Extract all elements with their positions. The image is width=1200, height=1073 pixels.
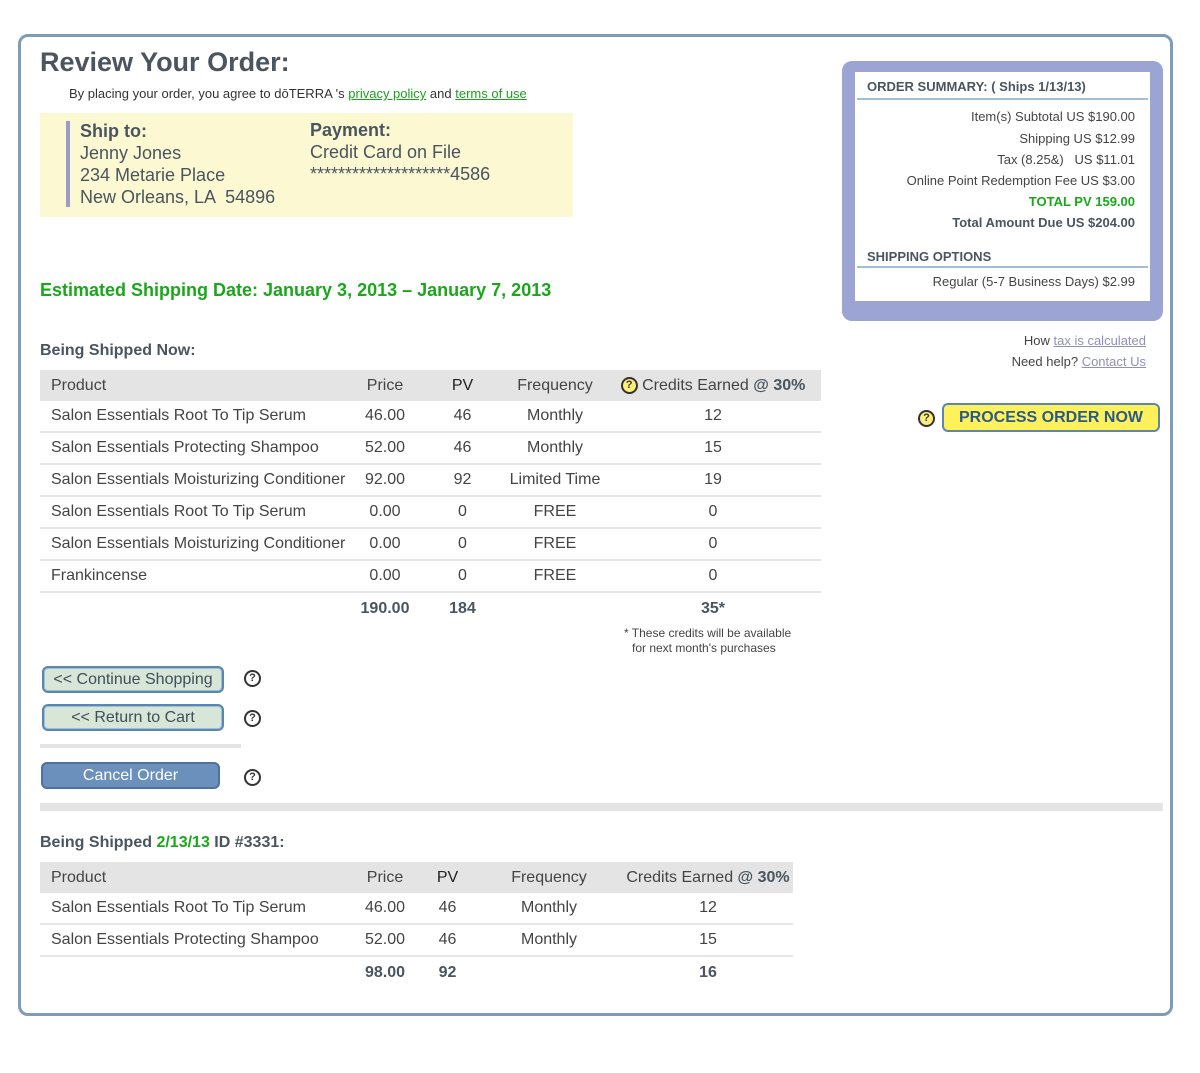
continue-shopping-button[interactable]: << Continue Shopping bbox=[42, 666, 224, 693]
col-header-price: Price bbox=[350, 862, 420, 893]
cell-frequency: FREE bbox=[505, 560, 605, 592]
cell-frequency: FREE bbox=[505, 496, 605, 528]
cell-pv: 46 bbox=[420, 401, 505, 432]
summary-total-pv: TOTAL PV 159.00 bbox=[1028, 194, 1135, 209]
cell-price: 46.00 bbox=[350, 893, 420, 924]
credits-header-label: Credits Earned bbox=[642, 376, 749, 394]
total-pv: 92 bbox=[438, 964, 457, 981]
help-icon[interactable]: ? bbox=[621, 377, 638, 394]
col-header-pv: PV bbox=[420, 862, 475, 893]
cell-pv: 46 bbox=[420, 893, 475, 924]
help-icon[interactable]: ? bbox=[244, 670, 261, 687]
ship-to-label: Ship to: bbox=[80, 121, 147, 141]
col-header-frequency: Frequency bbox=[505, 370, 605, 401]
cell-frequency: FREE bbox=[505, 528, 605, 560]
cell-blank bbox=[40, 956, 350, 989]
agreement-and: and bbox=[429, 86, 452, 101]
cell-credits: 0 bbox=[605, 496, 821, 528]
cell-price: 92.00 bbox=[350, 464, 420, 496]
table-total-row bbox=[40, 592, 821, 625]
table-total-row bbox=[40, 956, 793, 989]
need-help-line bbox=[1012, 354, 1146, 369]
total-price: 190.00 bbox=[360, 600, 410, 617]
credits-rate-label: @ 30% bbox=[753, 376, 806, 394]
cell-frequency: Monthly bbox=[475, 924, 623, 956]
col-header-pv: PV bbox=[420, 370, 505, 401]
order-summary-heading: ORDER SUMMARY: ( Ships 1/13/13) bbox=[867, 79, 1086, 94]
col-header-frequency: Frequency bbox=[475, 862, 623, 893]
ship-to-name: Jenny Jones bbox=[80, 143, 182, 163]
cell-credits: 0 bbox=[605, 560, 821, 592]
summary-divider bbox=[857, 98, 1148, 100]
cell-price: 0.00 bbox=[350, 560, 420, 592]
future-order-table bbox=[40, 862, 793, 989]
cell-frequency: Monthly bbox=[505, 432, 605, 464]
summary-shipping: Shipping US $12.99 bbox=[1019, 131, 1135, 146]
page-title: Review Your Order: bbox=[40, 47, 290, 77]
ship-to-block bbox=[80, 120, 275, 208]
process-order-button[interactable]: PROCESS ORDER NOW bbox=[942, 403, 1160, 432]
table-header-row bbox=[40, 370, 821, 401]
help-icon[interactable]: ? bbox=[244, 769, 261, 786]
table-row bbox=[40, 496, 821, 528]
contact-us-link[interactable]: Contact Us bbox=[1081, 354, 1146, 369]
cell-product: Salon Essentials Protecting Shampoo bbox=[40, 924, 350, 956]
summary-subtotal: Item(s) Subtotal US $190.00 bbox=[970, 109, 1135, 124]
table-row bbox=[40, 432, 821, 464]
cell-product: Salon Essentials Protecting Shampoo bbox=[40, 432, 350, 464]
credits-note-line1: * These credits will be available bbox=[624, 626, 792, 640]
now-order-table bbox=[40, 370, 821, 625]
total-credits: 16 bbox=[699, 964, 717, 981]
col-header-credits bbox=[605, 370, 821, 401]
cell-price: 52.00 bbox=[350, 432, 420, 464]
shipping-option-regular[interactable]: Regular (5-7 Business Days) $2.99 bbox=[932, 274, 1135, 289]
cell-price: 0.00 bbox=[350, 496, 420, 528]
cell-price: 46.00 bbox=[350, 401, 420, 432]
cell-credits: 19 bbox=[605, 464, 821, 496]
cell-price: 52.00 bbox=[350, 924, 420, 956]
payment-card-number: ********************4586 bbox=[310, 164, 491, 184]
cell-pv: 0 bbox=[420, 528, 505, 560]
estimated-shipping-date: Estimated Shipping Date: January 3, 2013 – January 7, 2013 bbox=[40, 280, 552, 300]
future-heading-date: 2/13/13 bbox=[156, 834, 210, 851]
col-header-price: Price bbox=[350, 370, 420, 401]
cell-blank bbox=[40, 592, 350, 625]
tax-help-line bbox=[1024, 333, 1146, 348]
terms-of-use-link[interactable]: terms of use bbox=[455, 86, 527, 101]
cancel-order-button[interactable]: Cancel Order bbox=[41, 762, 220, 789]
cell-credits: 15 bbox=[623, 924, 793, 956]
cell-product: Salon Essentials Root To Tip Serum bbox=[40, 496, 350, 528]
table-row bbox=[40, 893, 793, 924]
cell-pv: 0 bbox=[420, 560, 505, 592]
tax-help-prefix: How bbox=[1023, 333, 1050, 348]
cell-pv: 46 bbox=[420, 432, 505, 464]
cell-frequency: Monthly bbox=[505, 401, 605, 432]
cell-blank bbox=[475, 956, 623, 989]
credits-note bbox=[624, 626, 791, 656]
cell-pv: 0 bbox=[420, 496, 505, 528]
help-icon[interactable]: ? bbox=[918, 410, 935, 427]
cell-credits: 0 bbox=[605, 528, 821, 560]
ship-to-city: New Orleans, LA 54896 bbox=[80, 187, 276, 207]
cell-pv: 92 bbox=[420, 464, 505, 496]
cell-product: Salon Essentials Root To Tip Serum bbox=[40, 893, 350, 924]
credits-header-label: Credits Earned bbox=[626, 868, 734, 886]
ship-to-accent-bar bbox=[66, 121, 70, 207]
section-divider bbox=[40, 803, 1163, 811]
help-icon[interactable]: ? bbox=[244, 710, 261, 727]
return-to-cart-button[interactable]: << Return to Cart bbox=[42, 704, 224, 731]
total-price: 98.00 bbox=[364, 964, 406, 981]
col-header-product: Product bbox=[40, 370, 350, 401]
cell-frequency: Monthly bbox=[475, 893, 623, 924]
agreement-text bbox=[69, 86, 527, 101]
payment-label: Payment: bbox=[310, 120, 392, 140]
tax-calculated-link[interactable]: tax is calculated bbox=[1053, 333, 1146, 348]
being-shipped-now-heading: Being Shipped Now: bbox=[40, 342, 196, 359]
col-header-product: Product bbox=[40, 862, 350, 893]
cell-product: Frankincense bbox=[40, 560, 350, 592]
table-row bbox=[40, 401, 821, 432]
cell-product: Salon Essentials Moisturizing Conditioner bbox=[40, 464, 350, 496]
future-heading-id: ID #3331: bbox=[214, 834, 285, 851]
table-row bbox=[40, 560, 821, 592]
cell-product: Salon Essentials Root To Tip Serum bbox=[40, 401, 350, 432]
shipping-options-heading: SHIPPING OPTIONS bbox=[867, 249, 992, 264]
divider bbox=[40, 744, 241, 748]
payment-method: Credit Card on File bbox=[310, 142, 462, 162]
table-row bbox=[40, 924, 793, 956]
cell-product: Salon Essentials Moisturizing Conditioner bbox=[40, 528, 350, 560]
col-header-credits bbox=[623, 862, 793, 893]
total-credits: 35* bbox=[700, 600, 726, 617]
payment-block bbox=[310, 119, 490, 185]
total-pv: 184 bbox=[449, 600, 476, 617]
summary-redemption-fee: Online Point Redemption Fee US $3.00 bbox=[906, 173, 1135, 188]
cell-frequency: Limited Time bbox=[505, 464, 605, 496]
cell-credits: 12 bbox=[623, 893, 793, 924]
future-shipment-heading bbox=[40, 834, 285, 852]
summary-total-due: Total Amount Due US $204.00 bbox=[952, 215, 1135, 230]
credits-rate-label: @ 30% bbox=[737, 868, 790, 886]
cell-credits: 15 bbox=[605, 432, 821, 464]
cell-blank bbox=[505, 592, 605, 625]
table-row bbox=[40, 528, 821, 560]
cell-credits: 12 bbox=[605, 401, 821, 432]
ship-to-street: 234 Metarie Place bbox=[80, 165, 226, 185]
need-help-label: Need help? bbox=[1011, 354, 1079, 369]
cell-pv: 46 bbox=[420, 924, 475, 956]
summary-divider bbox=[857, 266, 1148, 268]
privacy-policy-link[interactable]: privacy policy bbox=[348, 86, 427, 101]
summary-tax: Tax (8.25&) US $11.01 bbox=[997, 152, 1135, 167]
future-heading-prefix: Being Shipped bbox=[40, 834, 152, 851]
table-row bbox=[40, 464, 821, 496]
agreement-prefix: By placing your order, you agree to dōTERRA 's bbox=[69, 86, 345, 101]
table-header-row bbox=[40, 862, 793, 893]
credits-note-line2: for next month's purchases bbox=[632, 641, 776, 655]
cell-price: 0.00 bbox=[350, 528, 420, 560]
